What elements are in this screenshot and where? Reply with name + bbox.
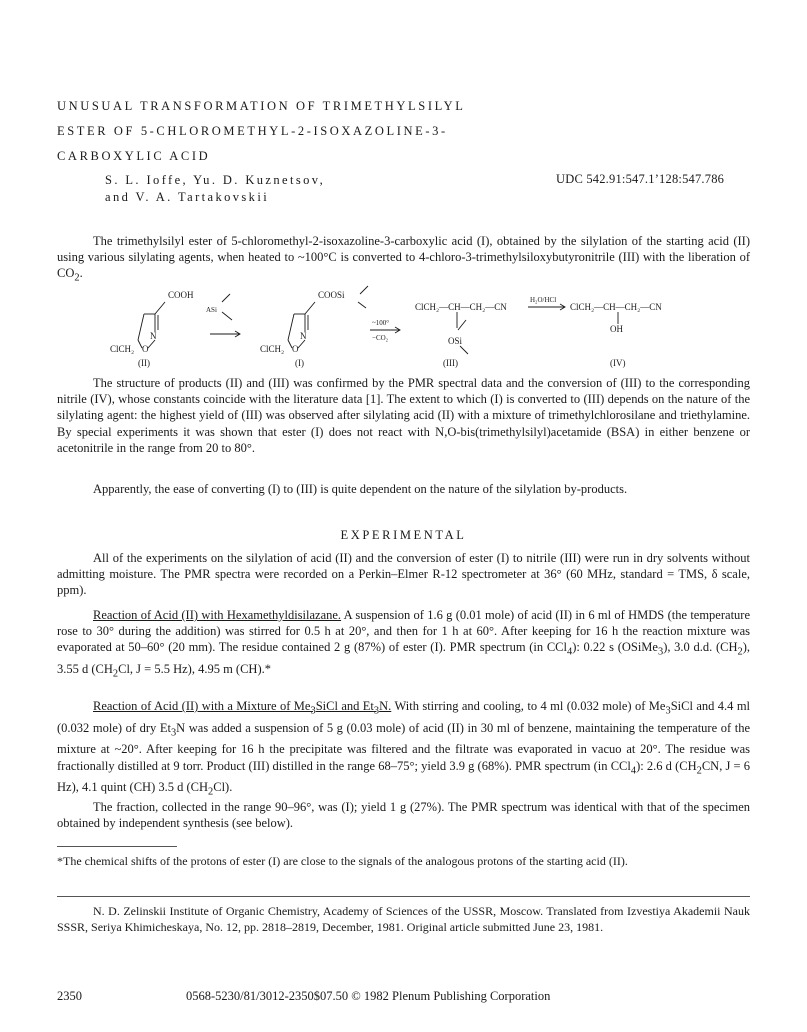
scheme-n-i: N xyxy=(300,331,307,341)
section-heading-experimental: EXPERIMENTAL xyxy=(340,528,467,542)
scheme-cond-top: ~100° xyxy=(372,319,390,327)
page-number: 2350 xyxy=(57,989,82,1003)
author-line: and V. A. Tartakovskii xyxy=(105,190,270,204)
paragraph-mixture-text: Reaction of Acid (II) with a Mixture of $Me_3SiCl$ and $Et_3N$. With stirring and cooling, to 4 ml (0.032 mole) of $Me_3SiCl$ and 4.4 ml (0.032 mole) of dry $Et_3N$ was added a suspension of 5 g (0.03 mole) of acid (II) in 30 ml of benzene, maintaining the temperature of the mixture at ~20°. After keeping for 16 h the precipitate was filtered and the filtrate was evaporated in vacuo at 20°. The residue was fractionally distilled at 9 torr. Product (III) distilled in the range 68–75°; yield 3.9 g (68%). PMR spectrum (in CCl$_4$): 2.6 d ($CH_2CN$, J = 6 Hz), 4.1 quint (CH) 3.5 d $(CH_2Cl)$. xyxy=(57,699,751,798)
scheme-iii-chain: ClCH₂—CH—CH₂—CN xyxy=(415,302,507,312)
affiliation xyxy=(57,903,750,935)
scheme-asi: ASi xyxy=(206,306,217,314)
paragraph-mixture xyxy=(57,698,750,801)
scheme-oh: OH xyxy=(610,324,623,334)
paragraph-structure-text: The structure of products (II) and (III) was confirmed by the PMR spectral data and the conversion of (III) to the corresponding nitrile (IV), whose constants coincide with the literature data [1]. The extent to which (I) is converted to (III) depends on the nature of the silylating agent: the highest yield of (III) was observed after silylating acid (II) with a mixture of trimethylchlorosilane and triethylamine. By special experiments it was shown that ester (I) does not react with N,O-bis(trimethylsilyl)acetamide (BSA) in either benzene or acetonitrile in the range from 20 to 80°. xyxy=(57,376,750,455)
paragraph-fraction-text: The fraction, collected in the range 90–96°, was (I); yield 1 g (27%). The PMR spectrum was identical with that of the specimen obtained by independent synthesis (see below). xyxy=(57,800,750,831)
copyright-line: 0568-5230/81/3012-2350$07.50 © 1982 Plenum Publishing Corporation xyxy=(186,989,551,1003)
paragraph-hmds xyxy=(57,607,750,683)
scheme-cond-bottom: −CO₂ xyxy=(372,334,389,342)
abstract-text: The trimethylsilyl ester of 5-chloromethyl-2-isoxazoline-3-carboxylic acid (I), obtained by the silylation of the starting acid (II) using various silylating agents, when heated to ~100°C is converted to 4-chloro-3-trimethylsiloxybutyronitrile (III) with the liberation of $CO_2$. xyxy=(57,234,750,284)
paragraph-structure xyxy=(57,375,750,456)
scheme-label-iv: (IV) xyxy=(610,358,626,368)
scheme-clch2-ii: ClCH₂ xyxy=(110,344,135,354)
author-line: S. L. Ioffe, Yu. D. Kuznetsov, xyxy=(105,173,326,187)
paragraph-fraction xyxy=(57,799,750,831)
affiliation-text: N. D. Zelinskii Institute of Organic Chemistry, Academy of Sciences of the USSR, Moscow. Translated from Izvestiya Akademii Nauk SSSR, Seriya Khimicheskaya, No. 12, pp. 2818–2819, December, 1981. Original article submitted June 23, 1981. xyxy=(57,904,750,935)
scheme-label-ii: (II) xyxy=(138,358,150,368)
scheme-o-i: O xyxy=(292,344,299,354)
paragraph-apparently xyxy=(57,481,750,497)
scheme-o-ii: O xyxy=(142,344,149,354)
scheme-reagent: H₂O/HCl xyxy=(530,296,557,304)
article-title xyxy=(57,94,577,169)
reaction-scheme xyxy=(110,282,710,372)
title-line: UNUSUAL TRANSFORMATION OF TRIMETHYLSILYL xyxy=(57,99,466,113)
authors xyxy=(105,172,325,206)
scheme-osi: OSi xyxy=(448,336,463,346)
affiliation-rule xyxy=(57,896,750,897)
scheme-iv-chain: ClCH₂—CH—CH₂—CN xyxy=(570,302,662,312)
udc-code: UDC 542.91:547.1’128:547.786 xyxy=(556,172,725,186)
footnote-rule xyxy=(57,846,177,847)
paragraph-hmds-text: Reaction of Acid (II) with Hexamethyldisilazane. A suspension of 1.6 g (0.01 mole) of acid (II) in 6 ml of HMDS (the temperature rose to 30° during the addition) was stirred for 0.5 h at 20°, and then for 1 h at 60°. After keeping for 16 h the reaction mixture was evaporated at 50–60° (20 mm). The residue contained 2 g (87%) of ester (I). PMR spectrum (in CCl$_4$): 0.22 s (OSiMe$_3$), 3.0 d.d. $(CH_2)$, 3.55 d ($CH_2Cl$, J = 5.5 Hz), 4.95 m (CH).* xyxy=(57,608,751,680)
paragraph-apparently-text: Apparently, the ease of converting (I) to (III) is quite dependent on the nature of the silylation by-products. xyxy=(93,482,628,496)
paragraph-all-experiments xyxy=(57,550,750,599)
paragraph-all-experiments-text: All of the experiments on the silylation of acid (II) and the conversion of ester (I) to nitrile (III) were run in dry solvents without admitting moisture. The PMR spectra were recorded on a Perkin–Elmer R-12 spectrometer at 36° (60 MHz, standard = TMS, δ scale, ppm). xyxy=(57,551,750,598)
scheme-clch2-i: ClCH₂ xyxy=(260,344,285,354)
scheme-coosi: COOSi xyxy=(318,290,345,300)
scheme-label-iii: (III) xyxy=(443,358,458,368)
abstract xyxy=(57,233,750,287)
title-line: ESTER OF 5-CHLOROMETHYL-2-ISOXAZOLINE-3- xyxy=(57,124,448,138)
scheme-n-ii: N xyxy=(150,331,157,341)
scheme-cooh: COOH xyxy=(168,290,194,300)
footnote: *The chemical shifts of the protons of ester (I) are close to the signals of the analogous protons of the starting acid (II). xyxy=(57,854,628,868)
title-line: CARBOXYLIC ACID xyxy=(57,149,211,163)
scheme-label-i: (I) xyxy=(295,358,304,368)
